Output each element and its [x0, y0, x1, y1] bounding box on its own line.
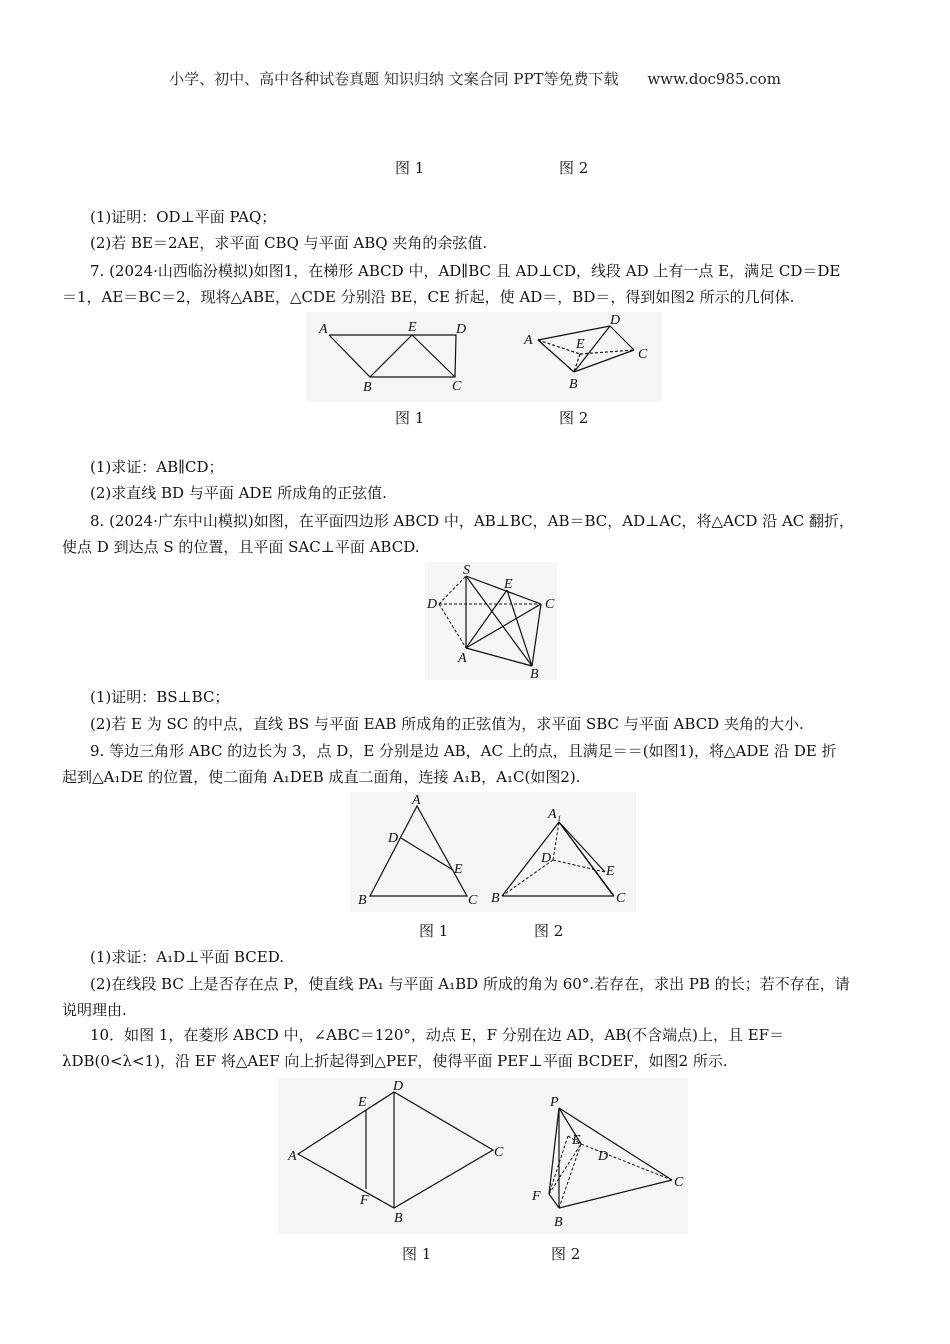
q7-label-B2: B	[569, 377, 578, 392]
q7-label-B1: B	[363, 380, 372, 395]
q10-figure-svg	[278, 1078, 688, 1234]
q9-part2-line2: 说明理由.	[62, 1001, 127, 1019]
page-header	[0, 68, 950, 89]
q10-label-E1: E	[358, 1095, 367, 1110]
q7-part1: (1)求证：AB∥CD；	[90, 458, 224, 476]
q8-figure-svg	[425, 562, 557, 680]
q7-label-C1: C	[452, 379, 462, 394]
q7-label-C2: C	[638, 347, 648, 362]
q9-part2-line1: (2)在线段 BC 上是否存在点 P，使直线 PA₁ 与平面 A₁BD 所成的角为 60°.若存在，求出 PB 的长；若不存在，请	[90, 975, 850, 993]
q9-fig1-caption: 图 1	[419, 922, 449, 940]
q8-stem-line1: 8. (2024·广东中山模拟)如图，在平面四边形 ABCD 中，AB⊥BC，AB＝BC，AD⊥AC，将△ACD 沿 AC 翻折，	[90, 512, 855, 530]
q6-part2: (2)若 BE＝2AE，求平面 CBQ 与平面 ABQ 夹角的余弦值.	[90, 234, 488, 252]
q8-label-A: A	[458, 651, 467, 666]
q9-label-D1: D	[388, 831, 399, 846]
q7-label-A1: A	[319, 322, 328, 337]
q7-label-E2: E	[576, 337, 585, 352]
q6-part1: (1)证明：OD⊥平面 PAQ；	[90, 208, 277, 226]
q10-label-A1: A	[288, 1149, 297, 1164]
q7-label-E1: E	[408, 320, 417, 335]
q9-label-A1-fig2: A₁	[548, 807, 562, 822]
q8-label-B: B	[530, 667, 539, 680]
q9-label-C1: C	[468, 893, 478, 908]
q8-label-S: S	[463, 563, 470, 578]
q10-label-F2: F	[532, 1189, 541, 1204]
q7-fig2-caption: 图 2	[559, 409, 589, 427]
q9-figures	[350, 792, 636, 916]
q9-stem-line2: 起到△A₁DE 的位置，使二面角 A₁DEB 成直二面角，连接 A₁B，A₁C(如图2).	[62, 768, 581, 786]
q7-label-D2: D	[610, 313, 621, 328]
q10-figures	[278, 1078, 688, 1238]
q9-label-B1: B	[358, 893, 367, 908]
q8-label-E: E	[504, 577, 513, 592]
q10-label-D1: D	[393, 1079, 404, 1094]
q7-stem-line2: ＝1，AE＝BC＝2，现将△ABE，△CDE 分别沿 BE，CE 折起，使 AD＝，BD＝，得到如图2 所示的几何体.	[62, 288, 795, 306]
header-site: www.doc985.com	[647, 70, 781, 88]
q7-part2: (2)求直线 BD 与平面 ADE 所成角的正弦值.	[90, 484, 387, 502]
q9-stem-line1: 9. 等边三角形 ABC 的边长为 3，点 D，E 分别是边 AB，AC 上的点，且满足＝＝(如图1)，将△ADE 沿 DE 折	[90, 742, 837, 760]
q8-stem-line2: 使点 D 到达点 S 的位置，且平面 SAC⊥平面 ABCD.	[62, 538, 420, 556]
q7-figure-svg	[306, 312, 662, 402]
header-text: 小学、初中、高中各种试卷真题 知识归纳 文案合同 PPT等免费下载	[169, 70, 619, 88]
q10-label-F1: F	[360, 1193, 369, 1208]
q10-fig2-caption: 图 2	[551, 1245, 581, 1263]
q8-label-D: D	[427, 597, 438, 612]
q9-label-A1: A	[412, 793, 421, 808]
q8-label-C: C	[545, 597, 555, 612]
q8-part1: (1)证明：BS⊥BC；	[90, 688, 230, 706]
q7-figures	[306, 312, 662, 406]
q9-figure-svg	[350, 792, 636, 912]
q9-label-D2: D	[541, 851, 552, 866]
q10-fig1-caption: 图 1	[402, 1245, 432, 1263]
q9-label-C2: C	[616, 891, 626, 906]
q10-label-C2: C	[674, 1175, 684, 1190]
q10-label-P: P	[550, 1095, 559, 1110]
q9-label-E2: E	[606, 864, 615, 879]
q6-fig2-caption: 图 2	[559, 159, 589, 177]
q10-stem-line2: λDB(0<λ<1)，沿 EF 将△AEF 向上折起得到△PEF，使得平面 PEF⊥平面 BCDEF，如图2 所示.	[62, 1052, 728, 1070]
q8-part2: (2)若 E 为 SC 的中点，直线 BS 与平面 EAB 所成角的正弦值为，求平面 SBC 与平面 ABCD 夹角的大小.	[90, 715, 804, 733]
q9-label-B2: B	[491, 891, 500, 906]
q10-label-D2: D	[598, 1149, 609, 1164]
q8-figure	[425, 562, 557, 684]
q10-label-E2: E	[572, 1133, 581, 1148]
q7-stem-line1: 7. (2024·山西临汾模拟)如图1，在梯形 ABCD 中，AD∥BC 且 AD⊥CD，线段 AD 上有一点 E，满足 CD＝DE	[90, 262, 841, 280]
q7-label-A2: A	[524, 333, 533, 348]
q9-label-E1: E	[454, 862, 463, 877]
q6-fig1-caption: 图 1	[395, 159, 425, 177]
q9-part1: (1)求证：A₁D⊥平面 BCED.	[90, 948, 284, 966]
q7-fig1-caption: 图 1	[395, 409, 425, 427]
q10-label-B1: B	[394, 1211, 403, 1226]
q10-label-C1: C	[494, 1145, 504, 1160]
q10-label-B2: B	[554, 1215, 563, 1230]
q9-fig2-caption: 图 2	[534, 922, 564, 940]
q7-label-D1: D	[456, 322, 467, 337]
q10-stem-line1: 10．如图 1，在菱形 ABCD 中，∠ABC＝120°，动点 E，F 分别在边 AD，AB(不含端点)上，且 EF＝	[90, 1026, 785, 1044]
